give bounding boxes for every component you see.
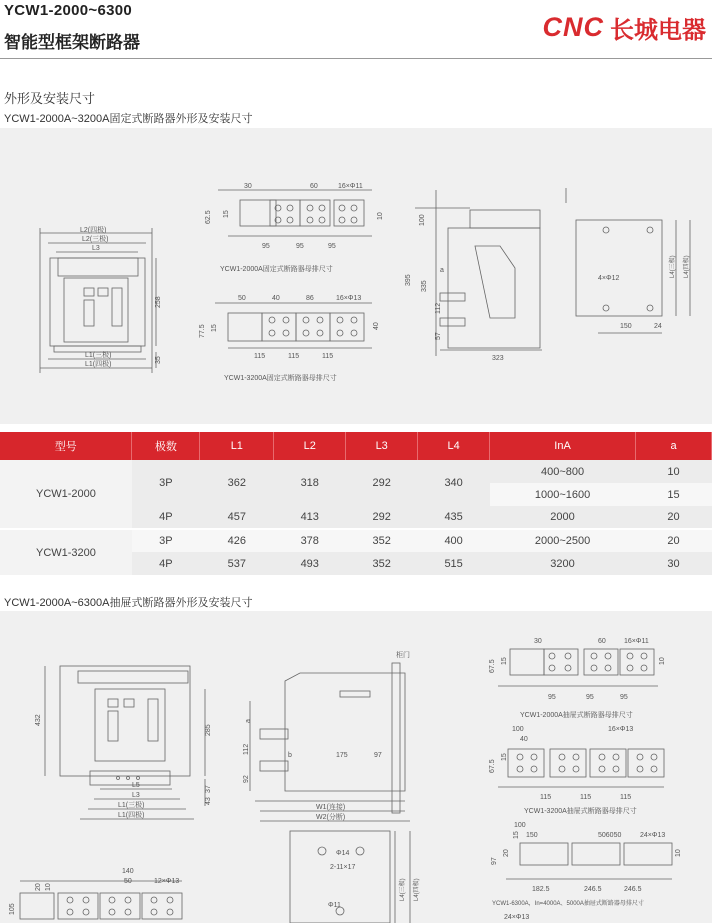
cell-a: 15 <box>636 483 712 506</box>
dim-35: 35 <box>155 356 162 364</box>
drawout-breaker-drawing <box>0 611 712 923</box>
dim-L5: L5 <box>132 782 140 789</box>
b2-675: 67.5 <box>489 759 496 773</box>
b1-hole: 16×Φ11 <box>624 638 649 645</box>
b4-140: 140 <box>122 868 134 875</box>
side-100: 100 <box>419 214 426 226</box>
bus1-hole: 16×Φ11 <box>338 183 363 190</box>
table-row <box>0 460 712 483</box>
b3-1825: 182.5 <box>532 886 550 893</box>
cell-L1: 426 <box>200 529 274 552</box>
fixed-breaker-title: YCW1-2000A~3200A固定式断路器外形及安装尺寸 <box>4 113 253 125</box>
cell-a: 20 <box>636 506 712 529</box>
table-header-row <box>0 432 712 460</box>
bus2-hole: 16×Φ13 <box>336 295 362 302</box>
b2-40: 40 <box>520 736 528 743</box>
b3-97: 97 <box>491 857 498 865</box>
cell-poles: 4P <box>132 552 200 575</box>
b3-10: 10 <box>675 849 682 857</box>
cell-InA: 1000~1600 <box>490 483 636 506</box>
b2-115c: 115 <box>620 794 632 801</box>
cell-L2: 378 <box>274 529 346 552</box>
col-L2: L2 <box>274 432 346 460</box>
col-a: a <box>636 432 712 460</box>
model-title: YCW1-2000~6300 <box>4 2 133 19</box>
col-L4: L4 <box>418 432 490 460</box>
hole-2x11x17: 2-11×17 <box>330 864 356 871</box>
dim-285: 285 <box>205 724 212 736</box>
col-model: 型号 <box>0 432 132 460</box>
b1-95b: 95 <box>586 694 594 701</box>
label-door: 柜门 <box>396 652 410 659</box>
b4-20: 20 <box>35 883 42 891</box>
col-InA: InA <box>490 432 636 460</box>
base-hole: 4×Φ12 <box>598 275 620 282</box>
product-title: 智能型框架断路器 <box>4 33 140 52</box>
side-335: 335 <box>421 280 428 292</box>
cell-L4: 515 <box>418 552 490 575</box>
dim-L3-drawout: L3 <box>132 792 140 799</box>
dim-W2: W2(分断) <box>316 814 346 821</box>
bus2-40: 40 <box>272 295 280 302</box>
brand-logo-letters: CNC <box>542 12 604 42</box>
dim-W1: W1(连接) <box>316 804 346 811</box>
bus-3200-caption: YCW1-3200A抽屉式断路器母排尺寸 <box>524 808 637 815</box>
dim-L2-four: L2(四极) <box>80 227 107 234</box>
bus2-115b: 115 <box>288 353 300 360</box>
dim-175: 175 <box>336 752 348 759</box>
base-L4-three: L4(三极) <box>670 255 676 278</box>
dim-L4-four-drawout: L4(四极) <box>414 878 420 901</box>
base-150: 150 <box>620 323 632 330</box>
dim-b: b <box>288 752 292 759</box>
fixed-breaker-svg <box>0 128 712 424</box>
cell-a: 20 <box>636 529 712 552</box>
cell-L1: 537 <box>200 552 274 575</box>
cell-L2: 413 <box>274 506 346 529</box>
bus1-caption: YCW1-2000A固定式断路器母排尺寸 <box>220 266 333 273</box>
dim-L3: L3 <box>92 245 100 252</box>
dim-L1-three: L1(三极) <box>85 352 112 359</box>
cell-InA: 2000~2500 <box>490 529 636 552</box>
b4-10: 10 <box>45 883 52 891</box>
cell-model: YCW1-3200 <box>0 529 132 575</box>
cell-L2: 318 <box>274 460 346 506</box>
cell-L1: 362 <box>200 460 274 506</box>
side-323: 323 <box>492 355 504 362</box>
dim-37: 37 <box>205 785 212 793</box>
b4-105: 105 <box>9 903 16 915</box>
b1-15: 15 <box>501 657 508 665</box>
page-header <box>0 0 712 58</box>
dim-92: 92 <box>243 775 250 783</box>
b3-2465b: 246.5 <box>624 886 642 893</box>
b2-hole: 16×Φ13 <box>608 726 634 733</box>
bus1-15: 15 <box>223 210 230 218</box>
bus2-775: 77.5 <box>199 324 206 338</box>
hole-14: Φ14 <box>336 850 350 857</box>
cell-InA: 3200 <box>490 552 636 575</box>
bus2-86: 86 <box>306 295 314 302</box>
b4-24hole: 24×Φ13 <box>504 914 530 921</box>
dim-258: 258 <box>155 296 162 308</box>
bus2-115c: 115 <box>322 353 334 360</box>
side-a: a <box>440 267 444 274</box>
dim-97: 97 <box>374 752 382 759</box>
dim-L2-three: L2(三极) <box>82 236 109 243</box>
dim-L1-four-drawout: L1(四极) <box>118 812 145 819</box>
dim-432: 432 <box>35 714 42 726</box>
dim-L1-four: L1(四极) <box>85 361 112 368</box>
cell-L3: 292 <box>346 460 418 506</box>
b2-115b: 115 <box>580 794 592 801</box>
bus2-15: 15 <box>211 324 218 332</box>
bus-2000-caption: YCW1-2000A抽屉式断路器母排尺寸 <box>520 712 633 719</box>
bus1-60: 60 <box>310 183 318 190</box>
b1-95a: 95 <box>548 694 556 701</box>
bus2-40-right: 40 <box>373 322 380 330</box>
b3-100: 100 <box>514 822 526 829</box>
dim-L1-three-drawout: L1(三极) <box>118 802 145 809</box>
brand-name: 长城电器 <box>610 17 706 44</box>
bus2-115a: 115 <box>254 353 266 360</box>
side-57: 57 <box>435 332 442 340</box>
side-112: 112 <box>435 302 442 314</box>
cell-InA: 2000 <box>490 506 636 529</box>
bus2-caption: YCW1-3200A固定式断路器母排尺寸 <box>224 375 337 382</box>
spec-table <box>0 432 712 575</box>
cell-L3: 352 <box>346 529 418 552</box>
base-24: 24 <box>654 323 662 330</box>
drawout-front-body <box>60 666 190 776</box>
cell-a: 30 <box>636 552 712 575</box>
bus1-95a: 95 <box>262 243 270 250</box>
fixed-breaker-drawing <box>0 128 712 424</box>
brand-logo <box>543 10 707 45</box>
b2-100: 100 <box>512 726 524 733</box>
cell-poles: 3P <box>132 460 200 506</box>
cell-L4: 400 <box>418 529 490 552</box>
base-L4-four: L4(四极) <box>684 255 690 278</box>
base-view-body <box>576 220 662 316</box>
bus1-95c: 95 <box>328 243 336 250</box>
cell-L4: 435 <box>418 506 490 529</box>
b4-50: 50 <box>124 878 132 885</box>
hole-11: Φ11 <box>328 902 341 909</box>
b1-30: 30 <box>534 638 542 645</box>
b2-15: 15 <box>501 753 508 761</box>
b2-115a: 115 <box>540 794 552 801</box>
b3-2465a: 246.5 <box>584 886 602 893</box>
side-395: 395 <box>405 274 412 286</box>
b1-95c: 95 <box>620 694 628 701</box>
cell-poles: 4P <box>132 506 200 529</box>
cell-poles: 3P <box>132 529 200 552</box>
b3-hole: 24×Φ13 <box>640 832 666 839</box>
cell-model: YCW1-2000 <box>0 460 132 529</box>
bus1-10: 10 <box>377 212 384 220</box>
cell-L4: 340 <box>418 460 490 506</box>
bus2-50: 50 <box>238 295 246 302</box>
bus1-95b: 95 <box>296 243 304 250</box>
b1-10: 10 <box>659 657 666 665</box>
cell-L1: 457 <box>200 506 274 529</box>
cell-a: 10 <box>636 460 712 483</box>
cell-InA: 400~800 <box>490 460 636 483</box>
bus1-625: 62.5 <box>205 210 212 224</box>
dim-L4-three-drawout: L4(三极) <box>400 878 406 901</box>
drawout-breaker-title: YCW1-2000A~6300A抽屉式断路器外形及安装尺寸 <box>4 597 253 609</box>
dim-a-drawout: a <box>245 719 252 723</box>
col-L1: L1 <box>200 432 274 460</box>
cell-L3: 292 <box>346 506 418 529</box>
dim-112: 112 <box>243 743 250 755</box>
b3-20: 20 <box>503 849 510 857</box>
section-title: 外形及安装尺寸 <box>4 91 96 106</box>
col-poles: 极数 <box>132 432 200 460</box>
col-L3: L3 <box>346 432 418 460</box>
b3-150: 150 <box>526 832 538 839</box>
cell-L2: 493 <box>274 552 346 575</box>
drawout-breaker-svg <box>0 611 712 923</box>
bus-6300-caption: YCW1-6300A，In=4000A、5000A抽屉式断路器母排尺寸 <box>492 901 644 907</box>
dim-43: 43 <box>205 797 212 805</box>
b3-15: 15 <box>513 831 520 839</box>
b1-60: 60 <box>598 638 606 645</box>
b4-hole: 12×Φ13 <box>154 878 180 885</box>
b3-506050: 506050 <box>598 832 622 839</box>
cell-L3: 352 <box>346 552 418 575</box>
b1-675: 67.5 <box>489 659 496 673</box>
bus1-30: 30 <box>244 183 252 190</box>
table-row <box>0 529 712 552</box>
header-divider <box>0 58 712 59</box>
